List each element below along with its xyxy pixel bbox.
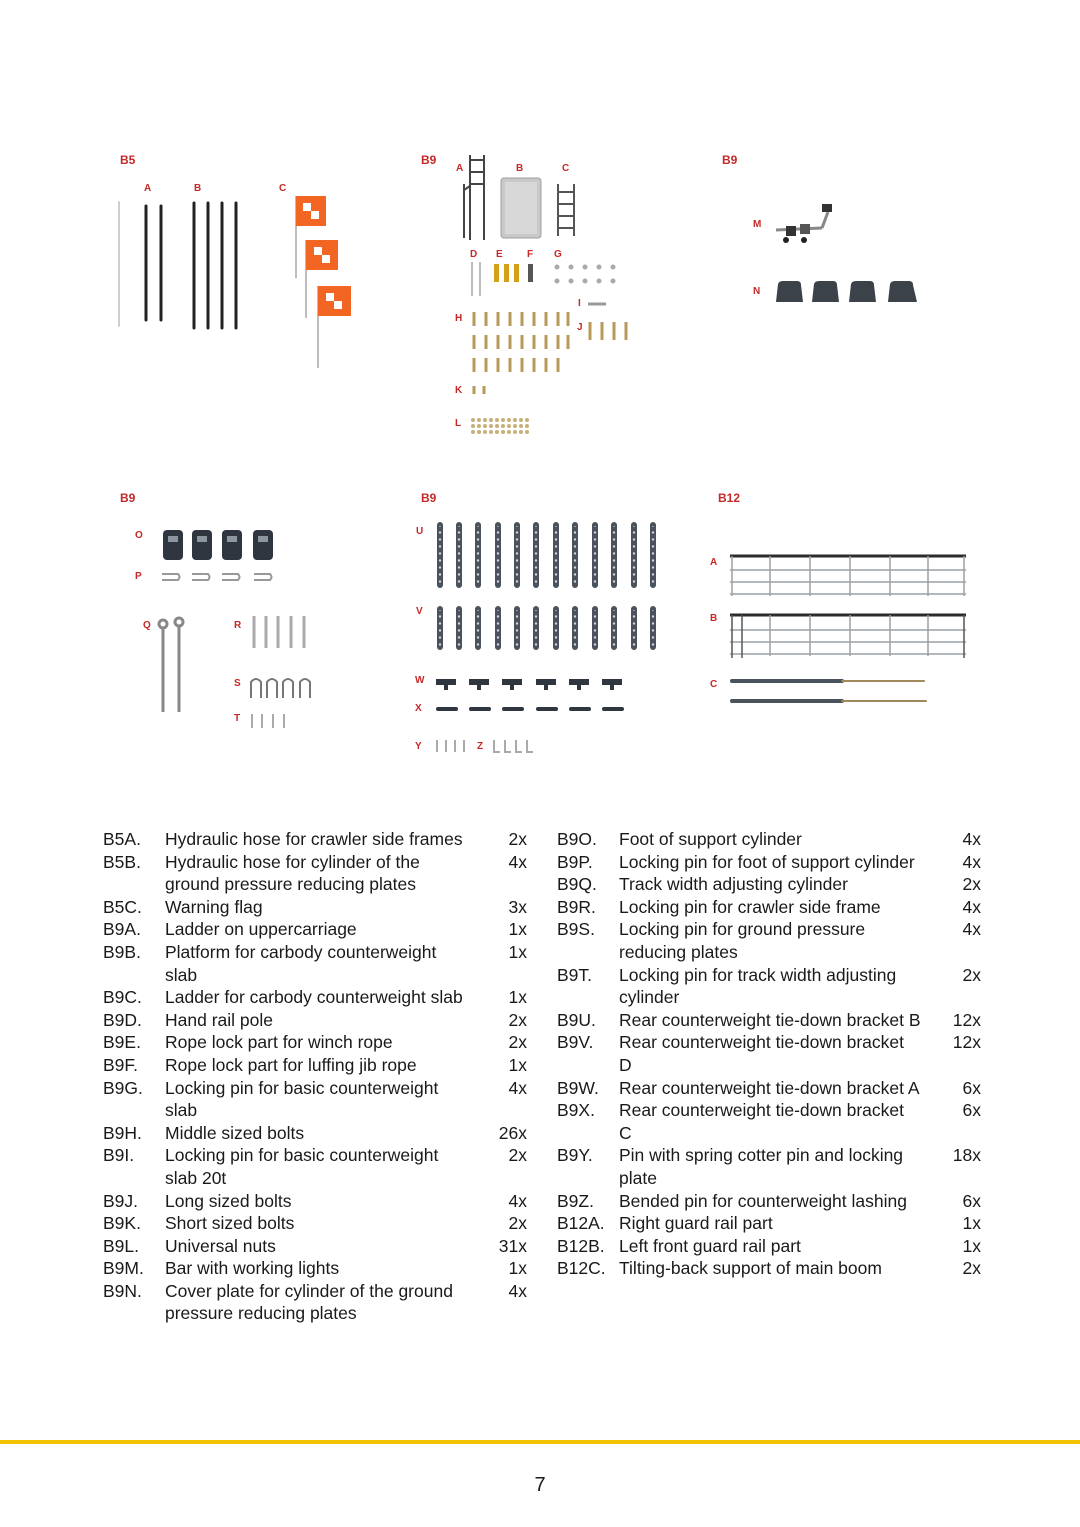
part-quantity: 1x: [508, 1054, 527, 1075]
part-row: [557, 1009, 981, 1032]
part-quantity: 1x: [962, 1235, 981, 1256]
part-row: [103, 1122, 527, 1145]
part-code: B9S.: [557, 919, 595, 940]
part-code: B9Z.: [557, 1190, 594, 1211]
part-row: [103, 1031, 527, 1054]
part-description: Track width adjusting cylinder: [619, 874, 848, 895]
part-row: [103, 1280, 527, 1325]
part-description: Ladder on uppercarriage: [165, 919, 357, 940]
part-row: [557, 918, 981, 963]
part-quantity: 2x: [508, 1213, 527, 1234]
part-quantity: 1x: [508, 1258, 527, 1279]
part-description: Rear counterweight tie-down bracket A: [619, 1077, 920, 1098]
part-row: [557, 1144, 981, 1189]
part-code: B5B.: [103, 851, 141, 872]
part-code: B9H.: [103, 1122, 142, 1143]
part-quantity: 4x: [962, 851, 981, 872]
item-label-z: Z: [477, 741, 484, 752]
part-code: B9P.: [557, 851, 593, 872]
part-code: B9E.: [103, 1032, 141, 1053]
part-quantity: 2x: [508, 1009, 527, 1030]
part-quantity: 6x: [962, 1077, 981, 1098]
part-code: B9K.: [103, 1213, 141, 1234]
part-quantity: 4x: [962, 829, 981, 849]
item-label-i: I: [578, 298, 581, 309]
part-quantity: 1x: [508, 987, 527, 1008]
item-label-s: S: [234, 678, 241, 689]
item-label-w: W: [415, 675, 425, 686]
item-label-b: B: [710, 613, 718, 624]
part-quantity: 3x: [508, 896, 527, 917]
part-description: Bended pin for counterweight lashing: [619, 1190, 907, 1211]
part-description: Hydraulic hose for cylinder of the ground pressure reducing plates: [165, 851, 420, 895]
item-label-e: E: [496, 249, 503, 260]
part-code: B12B.: [557, 1235, 605, 1256]
part-description: Locking pin for crawler side frame: [619, 896, 881, 917]
part-code: B9A.: [103, 919, 141, 940]
part-description: Tilting-back support of main boom: [619, 1258, 882, 1279]
part-description: Rope lock part for winch rope: [165, 1032, 393, 1053]
part-code: B9W.: [557, 1077, 599, 1098]
part-code: B9L.: [103, 1235, 139, 1256]
part-description: Locking pin for ground pressure reducing plates: [619, 919, 866, 962]
part-quantity: 4x: [962, 919, 981, 940]
part-quantity: 2x: [962, 874, 981, 895]
part-row: [103, 1235, 527, 1258]
part-quantity: 2x: [962, 1258, 981, 1279]
part-quantity: 31x: [498, 1235, 527, 1256]
part-description: Platform for carbody counterweight slab: [165, 941, 437, 985]
part-description: Middle sized bolts: [165, 1122, 305, 1143]
part-description: Locking pin for track width adjusting cylinder: [619, 964, 897, 1008]
item-label-r: R: [234, 620, 242, 631]
part-row: [103, 851, 527, 896]
part-description: Rear counterweight tie-down bracket C: [619, 1100, 905, 1143]
part-code: B9Y.: [557, 1145, 593, 1166]
part-quantity: 1x: [508, 919, 527, 940]
part-code: B9M.: [103, 1258, 144, 1279]
part-row: [103, 1054, 527, 1077]
part-description: Cover plate for cylinder of the ground pressure reducing plates: [165, 1280, 453, 1324]
part-quantity: 18x: [952, 1145, 981, 1166]
part-code: B9B.: [103, 941, 141, 962]
group-label: B9: [421, 153, 437, 167]
part-code: B9D.: [103, 1009, 142, 1030]
part-row: [103, 1009, 527, 1032]
part-row: [103, 896, 527, 919]
item-label-a: A: [144, 183, 152, 194]
part-row: [103, 941, 527, 986]
item-label-k: K: [455, 385, 463, 396]
part-description: Short sized bolts: [165, 1213, 295, 1234]
item-label-d: D: [470, 249, 478, 260]
group-label: B9: [421, 491, 437, 505]
part-quantity: 4x: [508, 1077, 527, 1098]
footer-rule: [0, 1440, 1080, 1444]
part-description: Long sized bolts: [165, 1190, 292, 1211]
part-description: Hand rail pole: [165, 1009, 273, 1030]
item-label-c: C: [710, 679, 718, 690]
part-code: B9U.: [557, 1009, 596, 1030]
guard-rail-b-icon: [730, 615, 966, 658]
item-label-c: C: [279, 183, 287, 194]
part-quantity: 4x: [962, 896, 981, 917]
part-row: [557, 1235, 981, 1258]
part-code: B9I.: [103, 1145, 135, 1166]
part-description: Locking pin for basic counterweight slab 20t: [165, 1145, 439, 1188]
part-quantity: 12x: [952, 1009, 981, 1030]
item-label-h: H: [455, 313, 463, 324]
item-label-b: B: [516, 163, 524, 174]
part-code: B9V.: [557, 1032, 594, 1053]
part-description: Hydraulic hose for crawler side frames: [165, 829, 463, 849]
part-code: B9N.: [103, 1280, 142, 1301]
item-label-j: J: [577, 322, 583, 333]
part-code: B12C.: [557, 1258, 606, 1279]
item-label-o: O: [135, 530, 143, 541]
part-description: Rear counterweight tie-down bracket D: [619, 1032, 905, 1075]
item-label-q: Q: [143, 620, 151, 631]
part-description: Pin with spring cotter pin and locking plate: [619, 1145, 904, 1188]
part-description: Rear counterweight tie-down bracket B: [619, 1009, 921, 1030]
part-row: [103, 918, 527, 941]
part-row: [557, 1212, 981, 1235]
part-row: [557, 964, 981, 1009]
group-label: B9: [722, 153, 738, 167]
item-label-a: A: [456, 163, 464, 174]
tilting-back-support-c-icon: [732, 681, 926, 701]
item-label-g: G: [554, 249, 562, 260]
part-quantity: 6x: [962, 1190, 981, 1211]
part-description: Left front guard rail part: [619, 1235, 801, 1256]
part-code: B12A.: [557, 1213, 605, 1234]
part-row: [557, 1257, 981, 1280]
item-label-u: U: [416, 526, 424, 537]
part-code: B9T.: [557, 964, 593, 985]
part-description: Locking pin for basic counterweight slab: [165, 1077, 439, 1121]
part-description: Locking pin for foot of support cylinder: [619, 851, 915, 872]
part-row: [557, 828, 981, 851]
guard-rail-a-icon: [730, 556, 966, 596]
item-label-p: P: [135, 571, 142, 582]
item-label-t: T: [234, 713, 241, 724]
part-code: B9J.: [103, 1190, 139, 1211]
part-row: [557, 1077, 981, 1100]
item-label-l: L: [455, 418, 462, 429]
part-quantity: 2x: [508, 829, 527, 849]
part-description: Rope lock part for luffing jib rope: [165, 1054, 417, 1075]
part-row: [557, 873, 981, 896]
part-quantity: 2x: [508, 1032, 527, 1053]
part-description: Bar with working lights: [165, 1258, 340, 1279]
item-label-v: V: [416, 606, 423, 617]
group-label: B12: [718, 491, 741, 505]
parts-list-left: [103, 828, 527, 1325]
part-row: [557, 1190, 981, 1213]
part-code: B9G.: [103, 1077, 143, 1098]
part-description: Universal nuts: [165, 1235, 276, 1256]
item-label-n: N: [753, 286, 761, 297]
part-description: Right guard rail part: [619, 1213, 773, 1234]
group-label: B5: [120, 153, 136, 167]
part-code: B9X.: [557, 1100, 595, 1121]
part-row: [557, 1031, 981, 1076]
part-row: [103, 1077, 527, 1122]
item-label-b: B: [194, 183, 202, 194]
part-code: B9F.: [103, 1054, 139, 1075]
part-quantity: 1x: [962, 1213, 981, 1234]
group-label: B9: [120, 491, 136, 505]
part-quantity: 2x: [508, 1145, 527, 1166]
part-row: [103, 1190, 527, 1213]
item-label-f: F: [527, 249, 534, 260]
item-label-m: M: [753, 219, 762, 230]
part-code: B9O.: [557, 829, 597, 849]
part-row: [103, 1257, 527, 1280]
item-label-c: C: [562, 163, 570, 174]
part-code: B5C.: [103, 896, 142, 917]
part-row: [557, 896, 981, 919]
part-description: Ladder for carbody counterweight slab: [165, 987, 463, 1008]
part-row: [103, 1212, 527, 1235]
item-label-y: Y: [415, 741, 422, 752]
parts-list-right: [557, 828, 981, 1280]
part-row: [103, 828, 527, 851]
page-number: 7: [534, 1474, 546, 1496]
part-code: B5A.: [103, 829, 141, 849]
part-quantity: 2x: [962, 964, 981, 985]
part-description: Warning flag: [165, 896, 263, 917]
item-label-x: X: [415, 703, 422, 714]
part-row: [103, 986, 527, 1009]
part-quantity: 6x: [962, 1100, 981, 1121]
part-code: B9Q.: [557, 874, 597, 895]
part-quantity: 4x: [508, 1280, 527, 1301]
item-label-a: A: [710, 557, 718, 568]
part-code: B9R.: [557, 896, 596, 917]
part-quantity: 4x: [508, 851, 527, 872]
part-quantity: 12x: [952, 1032, 981, 1053]
part-row: [557, 851, 981, 874]
part-quantity: 1x: [508, 941, 527, 962]
part-quantity: 26x: [498, 1122, 527, 1143]
part-quantity: 4x: [508, 1190, 527, 1211]
part-row: [103, 1144, 527, 1189]
part-description: Foot of support cylinder: [619, 829, 802, 849]
part-row: [557, 1099, 981, 1144]
part-code: B9C.: [103, 987, 142, 1008]
